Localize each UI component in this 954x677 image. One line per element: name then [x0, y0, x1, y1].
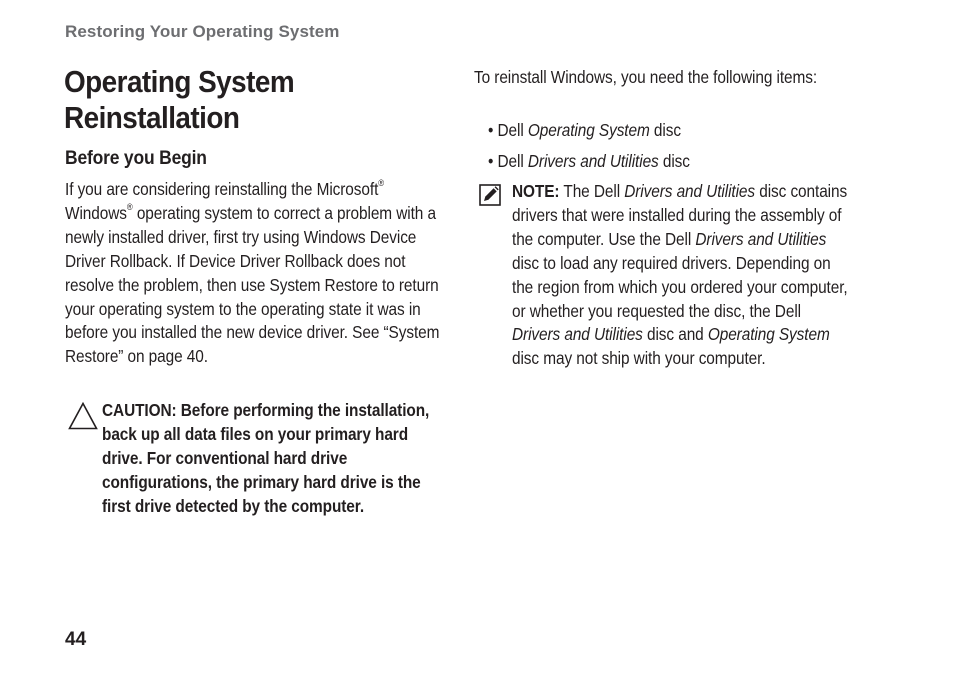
section-subtitle: Before you Begin: [65, 148, 207, 169]
note-label: NOTE:: [512, 181, 560, 201]
note-text: NOTE: The Dell Drivers and Utilities disc contains drivers that were installed during the assembly of the computer. Use the Dell Drivers and Utilities disc to load any required drivers. Depending on the region from which you ordered your computer, or whether you requested the disc, the Dell Drivers and Utilities disc and Operating System disc may not ship with your computer.: [512, 181, 848, 369]
list-item: • Dell Drivers and Utilities disc: [488, 151, 690, 171]
caution-text: CAUTION: Before performing the installation, back up all data files on your primary hard drive. For conventional hard drive configurations, the primary hard drive is the first drive detected by the computer.: [102, 400, 430, 516]
running-header: Restoring Your Operating System: [65, 22, 340, 41]
caution-triangle-icon: [68, 402, 98, 430]
registered-mark: ®: [126, 202, 133, 213]
disc-name: Drivers and Utilities: [527, 151, 659, 171]
intro-text-2: Windows: [65, 202, 127, 223]
intro-text-1: If you are considering reinstalling the Microsoft: [65, 179, 379, 199]
page-title: Operating System Reinstallation: [64, 64, 295, 135]
bullet: •: [488, 151, 494, 171]
requirements-intro: To reinstall Windows, you need the following items:: [474, 67, 818, 87]
disc-name: Operating System: [527, 120, 650, 140]
page-number: 44: [65, 629, 87, 650]
registered-mark: ®: [378, 178, 385, 189]
intro-text-3: operating system to correct a problem with a newly installed driver, first try using Windows Device Driver Rollback. If Device Driver Rollback does not resolve the problem, then use System Restore to return your operating system to the operating state it was in before you installed the new device driver. See “System Restore” on page 40.: [65, 202, 440, 367]
intro-paragraph: [65, 178, 452, 369]
bullet: •: [488, 120, 494, 140]
list-item: • Dell Operating System disc: [488, 120, 681, 140]
note-pencil-icon: [479, 184, 501, 206]
